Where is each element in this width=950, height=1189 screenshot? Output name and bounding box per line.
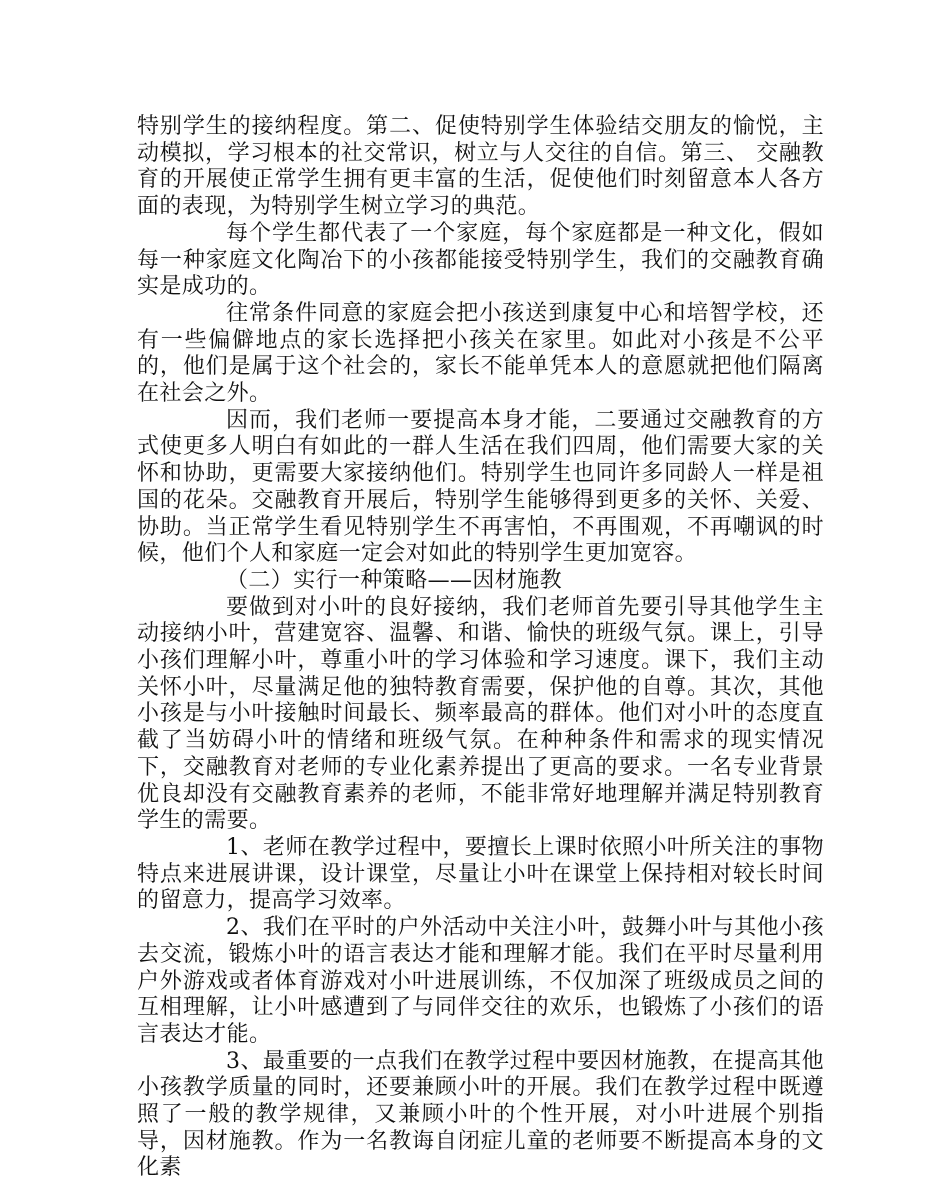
section-heading: （二）实行一种策略——因材施教	[226, 567, 563, 593]
paragraph: 每个学生都代表了一个家庭，每个家庭都是一种文化，假如每一种家庭文化陶冶下的小孩都能接受特别学生，我们的交融教育确实是成功的。	[137, 220, 824, 300]
paragraph: 往常条件同意的家庭会把小孩送到康复中心和培智学校，还有一些偏僻地点的家长选择把小孩关在家里。如此对小孩是不公平的，他们是属于这个社会的，家长不能单凭本人的意愿就把他们隔离在社会之外。	[137, 300, 824, 407]
paragraph-continuation: 特别学生的接纳程度。第二、促使特别学生体验结交朋友的愉悦，主动模拟，学习根本的社交常识，树立与人交往的自信。第三、 交融教育的开展使正常学生拥有更丰富的生活，促使他们时刻留意本人各方面的表现，为特别学生树立学习的典范。	[137, 114, 824, 220]
body-text	[137, 114, 824, 1182]
paragraph: 要做到对小叶的良好接纳，我们老师首先要引导其他学生主动接纳小叶，营建宽容、温馨、和谐、愉快的班级气氛。课上，引导小孩们理解小叶，尊重小叶的学习体验和学习速度。课下，我们主动关怀小叶，尽量满足他的独特教育需要，保护他的自尊。其次，其他小孩是与小叶接触时间最长、频率最高的群体。他们对小叶的态度直截了当妨碍小叶的情绪和班级气氛。在种种条件和需求的现实情况下，交融教育对老师的专业化素养提出了更高的要求。一名专业背景优良却没有交融教育素养的老师，不能非常好地理解并满足特别教育学生的需要。	[137, 594, 824, 834]
list-item-paragraph: 3、最重要的一点我们在教学过程中要因材施教，在提高其他小孩教学质量的同时，还要兼顾小叶的开展。我们在教学过程中既遵照了一般的教学规律，又兼顾小叶的个性开展，对小叶进展个别指导，因材施教。作为一名教诲自闭症儿童的老师要不断提高本身的文化素	[137, 1048, 824, 1181]
list-item-paragraph: 1、老师在教学过程中，要擅长上课时依照小叶所关注的事物特点来进展讲课，设计课堂，尽量让小叶在课堂上保持相对较长时间的留意力，提高学习效率。	[137, 834, 824, 914]
paragraph: 因而，我们老师一要提高本身才能，二要通过交融教育的方式使更多人明白有如此的一群人生活在我们四周，他们需要大家的关怀和协助，更需要大家接纳他们。特别学生也同许多同龄人一样是祖国的花朵。交融教育开展后，特别学生能够得到更多的关怀、关爱、协助。当正常学生看见特别学生不再害怕，不再围观，不再嘲讽的时候，他们个人和家庭一定会对如此的特别学生更加宽容。	[137, 407, 824, 567]
list-item-paragraph: 2、我们在平时的户外活动中关注小叶，鼓舞小叶与其他小孩去交流，锻炼小叶的语言表达才能和理解才能。我们在平时尽量利用户外游戏或者体育游戏对小叶进展训练，不仅加深了班级成员之间的互相理解，让小叶感遭到了与同伴交往的欢乐，也锻炼了小孩们的语言表达才能。	[137, 915, 824, 1047]
